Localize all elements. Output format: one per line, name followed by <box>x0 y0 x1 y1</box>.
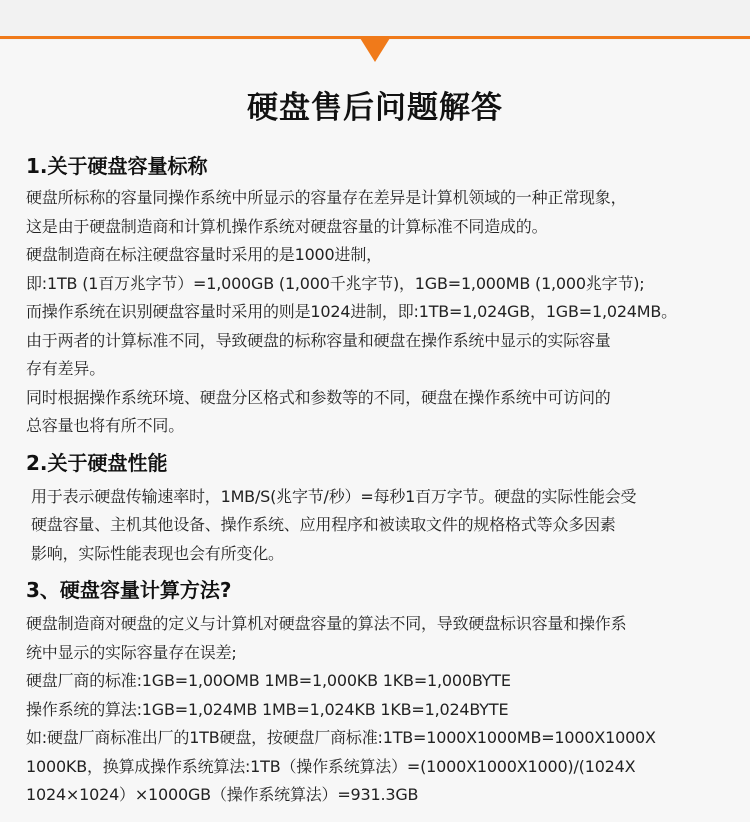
section-heading-performance: 2.关于硬盘性能 <box>26 450 168 475</box>
text-line: 这是由于硬盘制造商和计算机操作系统对硬盘容量的计算标准不同造成的。 <box>26 216 548 236</box>
section-heading-capacity-label: 1.关于硬盘容量标称 <box>26 154 208 178</box>
section-heading-capacity-calculation: 3、硬盘容量计算方法? <box>26 578 232 602</box>
text-line: 存有差异。 <box>26 359 106 378</box>
text-line: 1024×1024）×1000GB（操作系统算法）=931.3GB <box>26 785 419 804</box>
down-triangle-icon <box>360 38 390 62</box>
text-line: 1000KB，换算成操作系统算法:1TB（操作系统算法）=(1000X1000X1000)/(1024X <box>26 756 636 776</box>
text-line: 硬盘所标称的容量同操作系统中所显示的容量存在差异是计算机领域的一种正常现象， <box>26 188 627 207</box>
section-body-capacity-calculation <box>26 610 742 810</box>
text-line: 硬盘厂商的标准:1GB=1,00OMB 1MB=1,000KB 1KB=1,000BYTE <box>26 671 511 690</box>
text-line: 硬盘容量、主机其他设备、操作系统、应用程序和被读取文件的规格格式等众多因素 <box>31 515 616 534</box>
section-body-performance <box>26 483 742 569</box>
text-line: 即:1TB (1百万兆字节）=1,000GB (1,000千兆字节)，1GB=1,000MB (1,000兆字节); <box>26 273 645 293</box>
text-line: 统中显示的实际容量存在误差; <box>26 642 237 662</box>
text-line: 用于表示硬盘传输速率时，1MB/S(兆字节/秒）=每秒1百万字节。硬盘的实际性能会受 <box>31 486 637 506</box>
text-line: 操作系统的算法:1GB=1,024MB 1MB=1,024KB 1KB=1,024BYTE <box>26 699 509 719</box>
text-line: 如:硬盘厂商标准出厂的1TB硬盘，按硬盘厂商标准:1TB=1000X1000MB=1000X1000X <box>26 728 656 747</box>
page-title: 硬盘售后问题解答 <box>247 90 503 126</box>
text-line: 硬盘制造商在标注硬盘容量时采用的是1000进制， <box>26 245 382 264</box>
text-line: 影响，实际性能表现也会有所变化。 <box>31 543 284 563</box>
text-line: 总容量也将有所不同。 <box>26 416 185 435</box>
faq-content <box>26 150 742 810</box>
text-line: 硬盘制造商对硬盘的定义与计算机对硬盘容量的算法不同，导致硬盘标识容量和操作系 <box>26 614 627 633</box>
text-line: 同时根据操作系统环境、硬盘分区格式和参数等的不同，硬盘在操作系统中可访问的 <box>26 387 611 407</box>
text-line: 由于两者的计算标准不同，导致硬盘的标称容量和硬盘在操作系统中显示的实际容量 <box>26 330 611 350</box>
text-line: 而操作系统在识别硬盘容量时采用的则是1024进制，即:1TB=1,024GB，1GB=1,024MB。 <box>26 302 677 321</box>
section-body-capacity-label <box>26 184 742 441</box>
